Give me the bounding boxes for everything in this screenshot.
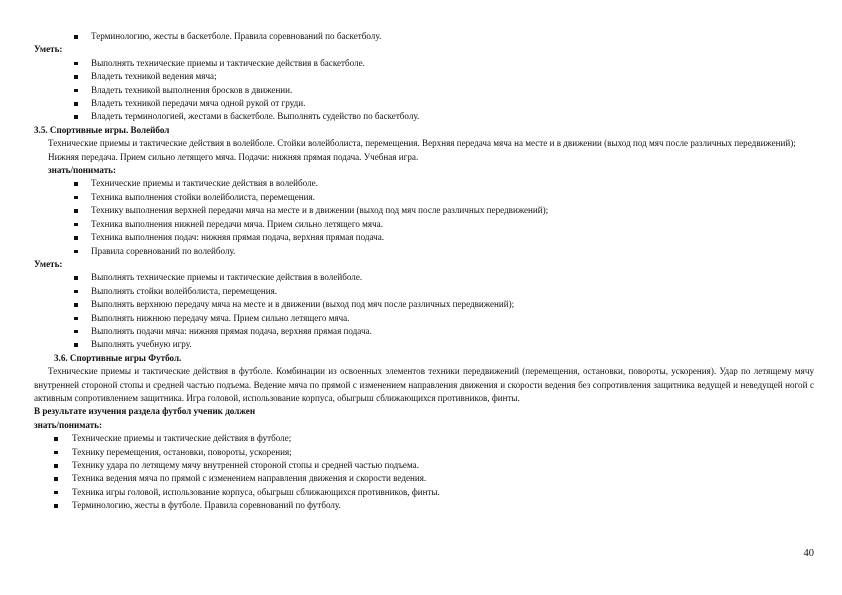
list-item bbox=[34, 298, 814, 311]
list-item bbox=[34, 271, 814, 284]
list-item bbox=[34, 338, 814, 351]
bullet-icon bbox=[74, 330, 78, 334]
bullet-icon bbox=[54, 491, 58, 495]
list-item-text: Техника выполнения стойки волейболиста, перемещения. bbox=[91, 191, 315, 202]
bullet-icon bbox=[54, 504, 58, 508]
bullet-icon bbox=[74, 317, 78, 321]
bullet-icon bbox=[74, 115, 78, 119]
bullet-icon bbox=[74, 75, 78, 79]
bullet-icon bbox=[74, 89, 78, 93]
bullet-icon bbox=[74, 62, 78, 66]
umet-heading-basketball: Уметь: bbox=[34, 44, 63, 55]
section-title-volleyball: 3.5. Спортивные игры. Волейбол bbox=[34, 124, 170, 135]
list-item-text: Владеть терминологией, жестами в баскетболе. Выполнять судейство по баскетболу. bbox=[91, 111, 420, 122]
list-item-text: Техника выполнения нижней передачи мяча. Прием сильно летящего мяча. bbox=[91, 218, 383, 229]
top-bullet-list bbox=[34, 30, 814, 43]
list-item bbox=[34, 312, 814, 325]
bullet-icon bbox=[74, 236, 78, 240]
list-item-text: Выполнять технические приемы и тактические действия в баскетболе. bbox=[91, 57, 365, 68]
umet-heading-volleyball: Уметь: bbox=[34, 258, 63, 269]
umet-list-basketball bbox=[34, 57, 814, 124]
list-item-text: Владеть техникой ведения мяча; bbox=[91, 71, 217, 82]
document-page bbox=[34, 30, 814, 513]
know-heading-football: знать/понимать: bbox=[34, 419, 103, 430]
list-item-text: Технику перемещения, остановки, повороты, ускорения; bbox=[72, 446, 292, 457]
list-item bbox=[34, 191, 814, 204]
volleyball-description: Технические приемы и тактические действия в волейболе. Стойки волейболиста, перемещения. Верхняя передача мяча на месте и в движении (выход под мяч после различных передвижений); Нижняя передача. Прием сильно летящего мяча. Подачи: нижняя прямая подача. Учебная игра. bbox=[48, 138, 796, 162]
list-item-text: Технику удара по летящему мячу внутренней стороной стопы и средней частью подъема. bbox=[72, 460, 419, 470]
bullet-icon bbox=[54, 464, 58, 468]
bullet-icon bbox=[74, 276, 78, 280]
list-item bbox=[34, 97, 814, 110]
bullet-icon bbox=[54, 451, 58, 455]
list-item-text: Выполнять технические приемы и тактические действия в волейболе. bbox=[91, 272, 363, 283]
list-item bbox=[34, 57, 814, 70]
bullet-icon bbox=[54, 437, 58, 441]
list-item-text: Технические приемы и тактические действия в футболе; bbox=[72, 433, 292, 444]
know-heading-volleyball: знать/понимать: bbox=[48, 165, 117, 176]
bullet-icon bbox=[74, 209, 78, 213]
list-item-text: Техника ведения мяча по прямой с изменением направления движения и скорости ведения. bbox=[72, 473, 427, 484]
list-item bbox=[34, 218, 814, 231]
list-item-text: Выполнять стойки волейболиста, перемещения. bbox=[91, 285, 278, 296]
bullet-icon bbox=[74, 250, 78, 254]
list-item bbox=[34, 231, 814, 244]
umet-list-volleyball bbox=[34, 271, 814, 351]
bullet-icon bbox=[74, 182, 78, 186]
list-item-text: Выполнять верхнюю передачу мяча на месте и в движении (выход под мяч после различных передвижений); bbox=[91, 299, 515, 310]
list-item bbox=[34, 446, 814, 459]
list-item-text: Выполнять учебную игру. bbox=[91, 339, 192, 350]
list-item bbox=[34, 472, 814, 485]
list-item bbox=[34, 325, 814, 338]
list-item bbox=[34, 70, 814, 83]
bullet-icon bbox=[74, 343, 78, 347]
list-item-text: Правила соревнований по волейболу. bbox=[91, 245, 236, 256]
list-item-text: Терминологию, жесты в футболе. Правила соревнований по футболу. bbox=[72, 500, 341, 511]
result-heading-football: В результате изучения раздела футбол ученик должен bbox=[34, 406, 256, 417]
list-item-text: Владеть техникой передачи мяча одной рукой от груди. bbox=[91, 98, 306, 109]
list-item-text: Техника выполнения подач: нижняя прямая подача, верхняя прямая подача. bbox=[91, 232, 385, 243]
list-item-text: Технику выполнения верхней передачи мяча на месте и в движении (выход под мяч после различных передвижений); bbox=[91, 205, 549, 216]
list-item bbox=[34, 84, 814, 97]
list-item bbox=[34, 499, 814, 512]
list-item bbox=[34, 459, 814, 472]
list-item bbox=[34, 486, 814, 499]
bullet-icon bbox=[74, 290, 78, 294]
list-item bbox=[34, 110, 814, 123]
list-item-text: Владеть техникой выполнения бросков в движении. bbox=[91, 84, 293, 95]
list-item-text: Выполнять нижнюю передачу мяча. Прием сильно летящего мяча. bbox=[91, 312, 350, 323]
list-item bbox=[34, 177, 814, 190]
list-item-text: Выполнять подачи мяча: нижняя прямая подача, верхняя прямая подача. bbox=[91, 325, 372, 336]
know-list-football bbox=[34, 432, 814, 512]
list-item bbox=[34, 204, 814, 217]
list-item bbox=[34, 30, 814, 43]
bullet-icon bbox=[74, 223, 78, 227]
know-list-volleyball bbox=[34, 177, 814, 257]
page-number: 40 bbox=[803, 548, 814, 559]
bullet-icon bbox=[74, 303, 78, 307]
list-item-text: Терминологию, жесты в баскетболе. Правила соревнований по баскетболу. bbox=[91, 31, 382, 41]
list-item bbox=[34, 285, 814, 298]
list-item bbox=[34, 432, 814, 445]
bullet-icon bbox=[74, 35, 78, 39]
bullet-icon bbox=[54, 477, 58, 481]
bullet-icon bbox=[74, 196, 78, 200]
list-item-text: Техника игры головой, использование корпуса, обыгрыш сближающихся противников, финты. bbox=[72, 486, 440, 497]
football-description: Технические приемы и тактические действия в футболе. Комбинации из освоенных элементов техники передвижений (перемещения, остановки, повороты, ускорения). Удар по летящему мячу внутренней стороной стопы и средней частью подъема. Ведение мяча по прямой с изменением направления движения и скорости ведения без сопротивления защитника ведущей и неведущей ногой с активным сопротивлением защитника. Игра головой, использование корпуса, обыгрыш сближающихся противников, финты. bbox=[34, 366, 814, 403]
bullet-icon bbox=[74, 102, 78, 106]
list-item bbox=[34, 245, 814, 258]
list-item-text: Технические приемы и тактические действия в волейболе. bbox=[91, 178, 318, 189]
section-title-football: 3.6. Спортивные игры Футбол. bbox=[54, 352, 182, 363]
